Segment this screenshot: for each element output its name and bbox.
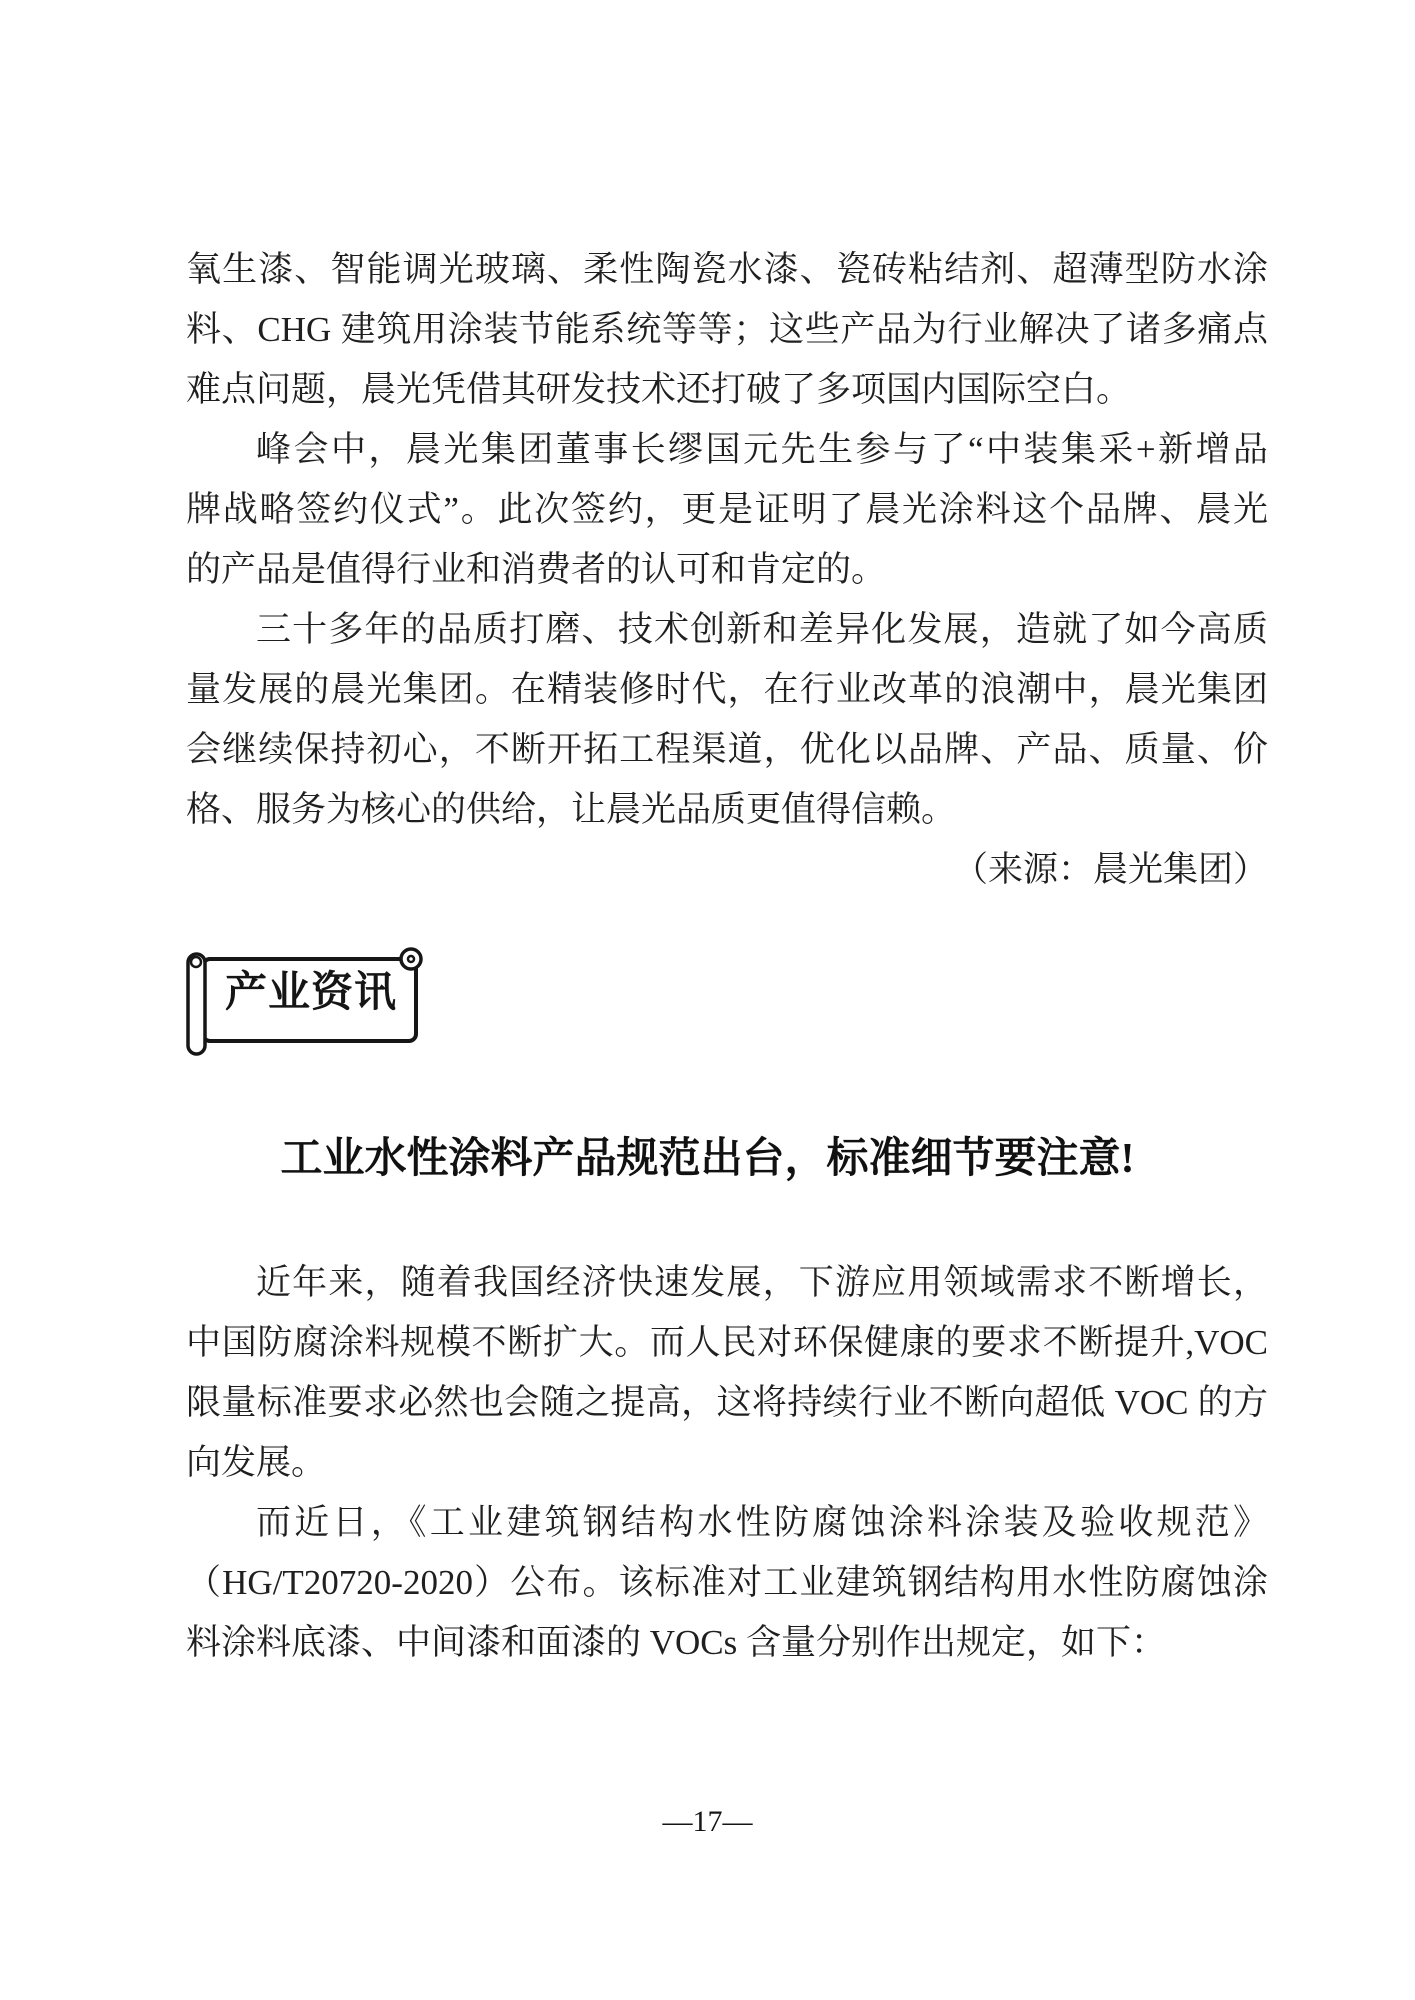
body-line: 格、服务为核心的供给，让晨光品质更值得信赖。	[186, 790, 957, 829]
article-title: 工业水性涂料产品规范出台，标准细节要注意!	[280, 1136, 1135, 1182]
body-line: 中国防腐涂料规模不断扩大。而人民对环保健康的要求不断提升,VOC	[186, 1323, 1268, 1362]
body-line: 难点问题，晨光凭借其研发技术还打破了多项国内国际空白。	[186, 370, 1132, 409]
body-line: 而近日，《工业建筑钢结构水性防腐蚀涂料涂装及验收规范》	[256, 1503, 1268, 1542]
page-number: —17—	[662, 1805, 753, 1838]
body-line: 氧生漆、智能调光玻璃、柔性陶瓷水漆、瓷砖粘结剂、超薄型防水涂	[186, 250, 1268, 289]
article-news-body	[186, 1253, 1268, 1673]
section-banner	[185, 944, 430, 1062]
section-banner-label: 产业资讯	[224, 970, 397, 1016]
body-line: 量发展的晨光集团。在精装修时代，在行业改革的浪潮中，晨光集团	[186, 670, 1268, 709]
body-line: 近年来，随着我国经济快速发展，下游应用领域需求不断增长，	[256, 1263, 1268, 1302]
body-line: 峰会中，晨光集团董事长缪国元先生参与了“中装集采+新增品	[256, 430, 1268, 469]
body-line: 料、CHG 建筑用涂装节能系统等等；这些产品为行业解决了诸多痛点	[186, 310, 1268, 349]
body-line: 料涂料底漆、中间漆和面漆的 VOCs 含量分别作出规定，如下：	[186, 1623, 1167, 1662]
body-line: 牌战略签约仪式”。此次签约，更是证明了晨光涂料这个品牌、晨光	[186, 490, 1268, 529]
body-line: （HG/T20720-2020）公布。该标准对工业建筑钢结构用水性防腐蚀涂	[186, 1563, 1268, 1602]
body-line: 会继续保持初心，不断开拓工程渠道，优化以品牌、产品、质量、价	[186, 730, 1268, 769]
article-source: （来源：晨光集团）	[952, 850, 1268, 889]
body-line: 限量标准要求必然也会随之提高，这将持续行业不断向超低 VOC 的方	[186, 1383, 1268, 1422]
article-prev-body	[186, 240, 1268, 900]
body-line: 向发展。	[186, 1443, 327, 1482]
body-line: 的产品是值得行业和消费者的认可和肯定的。	[186, 550, 887, 589]
body-line: 三十多年的品质打磨、技术创新和差异化发展，造就了如今高质	[256, 610, 1268, 649]
